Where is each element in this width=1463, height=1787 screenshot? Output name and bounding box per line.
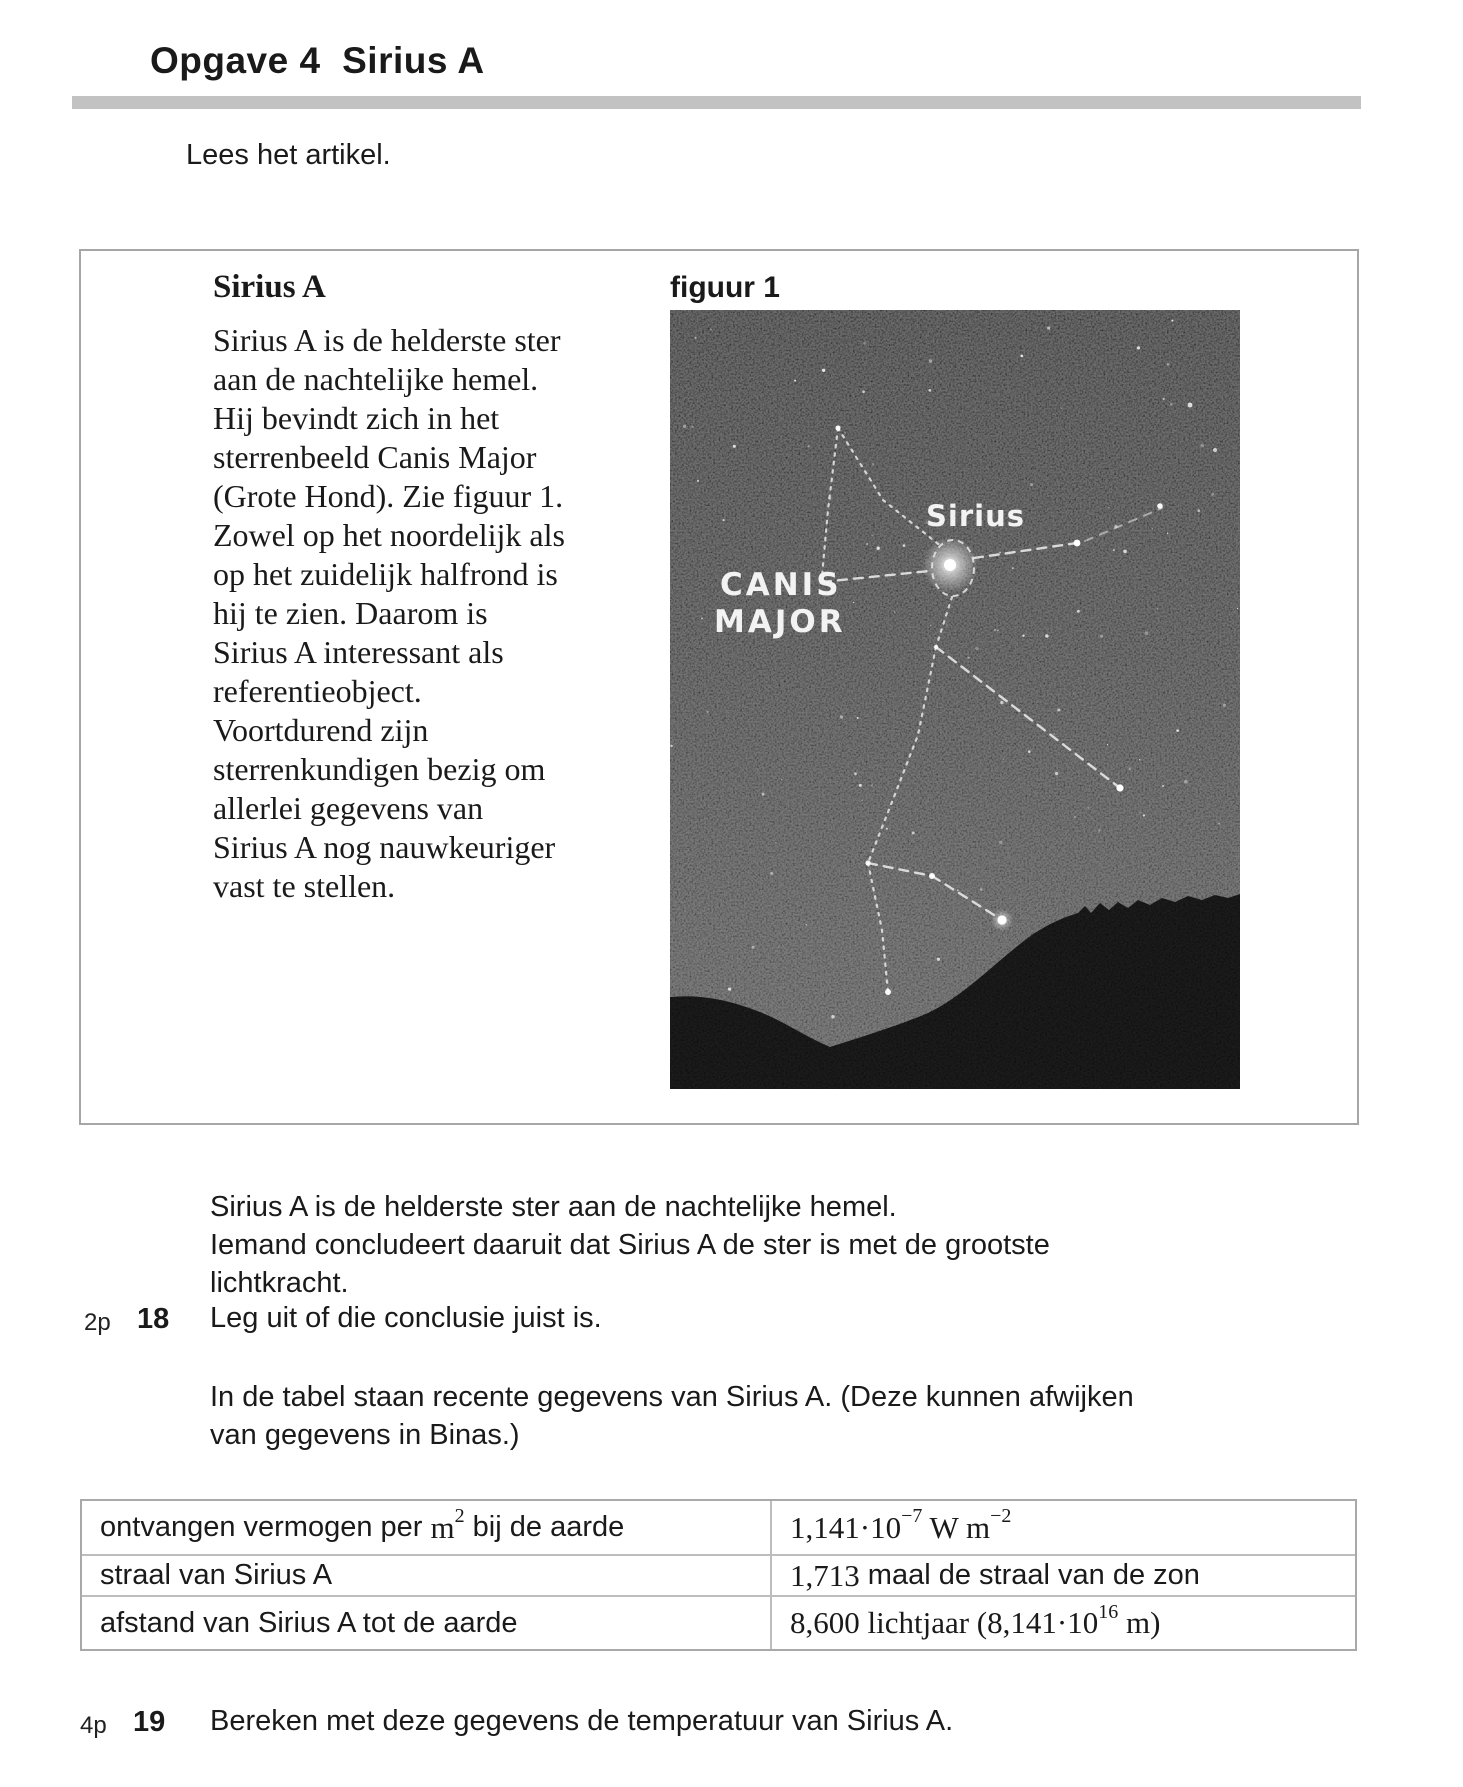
question19-points: 4p xyxy=(80,1712,107,1739)
major-label: MAJOR xyxy=(714,604,846,640)
title-rule xyxy=(72,96,1361,109)
film-grain-overlay xyxy=(670,310,1240,1089)
table-row-distance xyxy=(82,1595,1355,1649)
table-cell-value: 8,600 lichtjaar (8,141·10 16 m) xyxy=(770,1597,1355,1649)
article-heading: Sirius A xyxy=(213,269,326,305)
table-cell-label: afstand van Sirius A tot de aarde xyxy=(100,1606,518,1639)
table-row-received-power xyxy=(82,1501,1355,1554)
table-intro: In de tabel staan recente gegevens van Sirius A. (Deze kunnen afwijken van gegevens in Binas.) xyxy=(210,1381,1134,1451)
question19-text: Bereken met deze gegevens de temperatuur van Sirius A. xyxy=(210,1705,954,1737)
intro-text: Lees het artikel. xyxy=(186,139,391,171)
question-19 xyxy=(0,1705,1463,1745)
table-cell-value: 1,141·10 −7 W m −2 xyxy=(770,1501,1355,1554)
question-18 xyxy=(0,1302,1463,1342)
article-body: Sirius A is de helderste ster aan de nachtelijke hemel. Hij bevindt zich in het sterrenbeeld Canis Major (Grote Hond). Zie figuur 1. Zowel op het noordelijk als op het zuidelijk halfrond is hij te zien. Daarom is Sirius A interessant als referentieobject. Voortdurend zijn sterrenkundigen bezig om allerlei gegevens van Sirius A nog nauwkeuriger vast te stellen. xyxy=(213,322,565,904)
table-cell-value: 1,713 maal de straal van de zon xyxy=(770,1556,1355,1595)
question18-text: Leg uit of die conclusie juist is. xyxy=(210,1302,602,1334)
page-title: Opgave 4 Sirius A xyxy=(150,40,485,81)
sirius-label: Sirius xyxy=(926,499,1025,533)
data-table xyxy=(80,1499,1357,1651)
figure-label: figuur 1 xyxy=(670,271,780,304)
table-cell-label: straal van Sirius A xyxy=(100,1559,333,1591)
article-box xyxy=(79,249,1359,1125)
question18-points: 2p xyxy=(84,1309,111,1336)
question19-number: 19 xyxy=(133,1706,166,1738)
canis-label: CANIS xyxy=(720,567,842,603)
table-row-radius xyxy=(82,1554,1355,1595)
constellation-figure xyxy=(670,310,1240,1089)
question18-context: Sirius A is de helderste ster aan de nachtelijke hemel. Iemand concludeert daaruit dat Sirius A de ster is met de grootste lichtkracht. xyxy=(210,1191,1050,1299)
table-cell-label: ontvangen vermogen per m 2 bij de aarde xyxy=(100,1505,625,1545)
question18-number: 18 xyxy=(137,1303,170,1335)
